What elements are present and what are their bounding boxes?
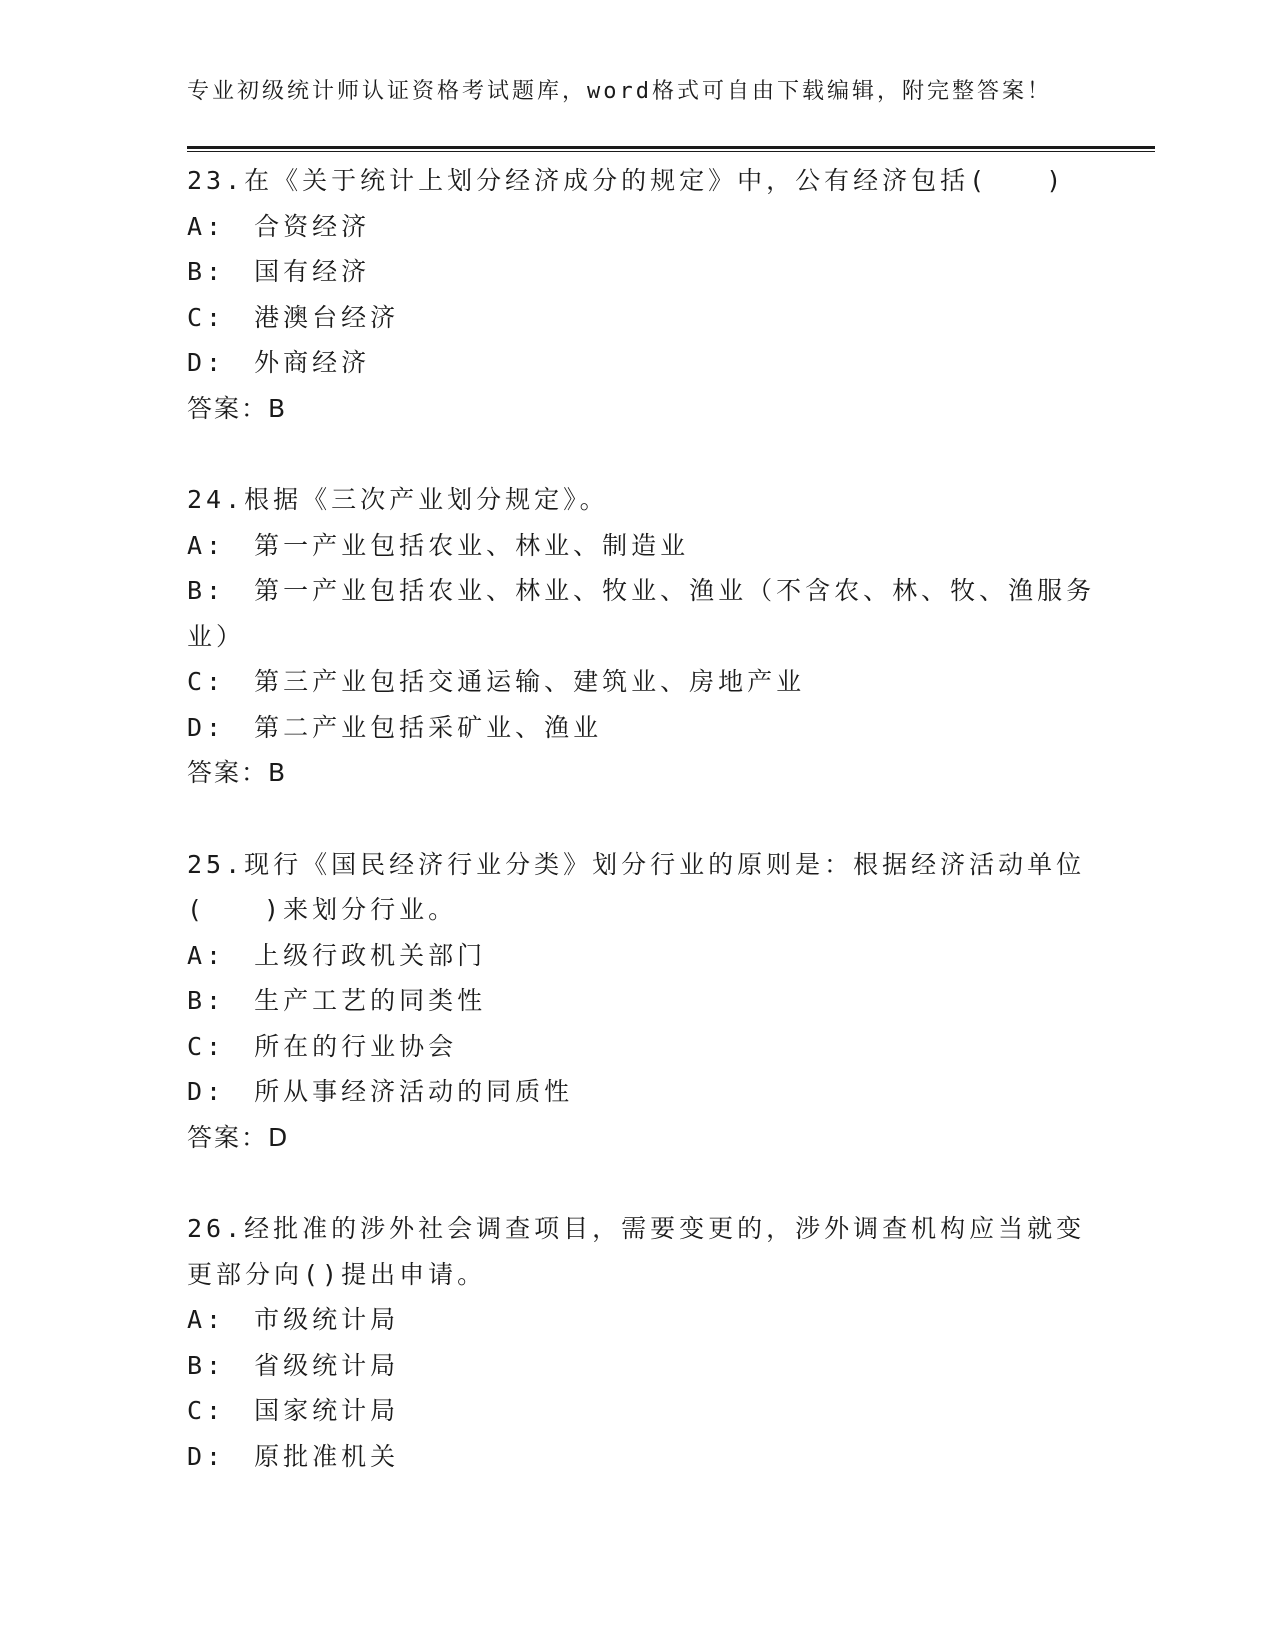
option-a: A: 合资经济: [187, 211, 371, 241]
option-b: B: 生产工艺的同类性: [187, 986, 487, 1015]
option-c: C: 国家统计局: [187, 1396, 400, 1425]
header-rule: [187, 146, 1155, 152]
question-26: [187, 1206, 1087, 1479]
document-header: 专业初级统计师认证资格考试题库，word格式可自由下载编辑，附完整答案！: [187, 79, 1052, 104]
question-list: [187, 158, 1096, 1525]
answer-text: 答案：D: [187, 1122, 290, 1152]
option-b-continued: 业）: [187, 621, 246, 651]
question-24: [187, 477, 1096, 796]
option-c: C: 所在的行业协会: [187, 1031, 458, 1061]
question-stem-continued: ( )来划分行业。: [187, 895, 458, 924]
option-a: A: 上级行政机关部门: [187, 940, 487, 970]
option-b: B: 第一产业包括农业、林业、牧业、渔业（不含农、林、牧、渔服务: [187, 576, 1096, 605]
answer-text: 答案：B: [187, 393, 288, 423]
question-stem: 23.在《关于统计上划分经济成分的规定》中，公有经济包括( ): [187, 166, 1066, 195]
option-c: C: 第三产业包括交通运输、建筑业、房地产业: [187, 667, 806, 696]
question-stem-continued: 更部分向()提出申请。: [187, 1259, 487, 1289]
option-b: B: 省级统计局: [187, 1350, 400, 1380]
question-stem: 24.根据《三次产业划分规定》。: [187, 485, 609, 514]
question-stem: 25.现行《国民经济行业分类》划分行业的原则是：根据经济活动单位: [187, 849, 1086, 879]
option-a: A: 市级统计局: [187, 1305, 400, 1334]
option-b: B: 国有经济: [187, 257, 371, 286]
option-d: D: 原批准机关: [187, 1441, 400, 1471]
question-25: [187, 842, 1087, 1161]
option-d: D: 外商经济: [187, 348, 371, 377]
answer-text: 答案：B: [187, 758, 288, 787]
option-d: D: 所从事经济活动的同质性: [187, 1077, 574, 1106]
option-d: D: 第二产业包括采矿业、渔业: [187, 712, 603, 742]
option-a: A: 第一产业包括农业、林业、制造业: [187, 530, 690, 560]
option-c: C: 港澳台经济: [187, 302, 400, 332]
question-23: [187, 158, 1087, 431]
question-stem: 26.经批准的涉外社会调查项目，需要变更的，涉外调查机构应当就变: [187, 1214, 1086, 1243]
